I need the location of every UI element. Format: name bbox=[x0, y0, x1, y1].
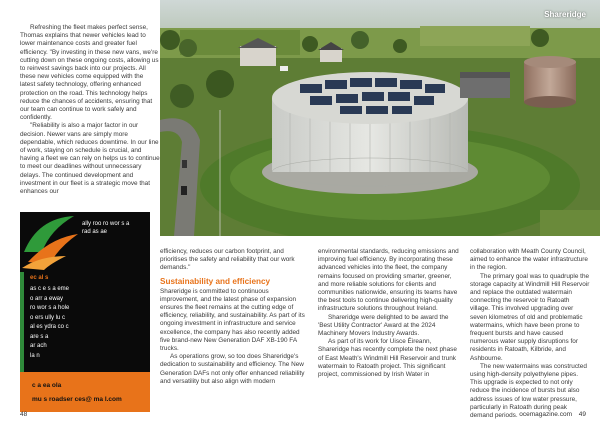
article-column-4 bbox=[470, 248, 590, 420]
article-column-3 bbox=[318, 248, 460, 379]
photo-illustration bbox=[160, 0, 600, 236]
ad-contact-bar bbox=[20, 372, 150, 412]
paragraph: environmental standards, reducing emissions and improving fuel efficiency. By incorporating these advanced vehicles into the fleet, the company remains focused on providing smarter, greener, and more reliable solutions for clients and communities nationwide, ensuring its teams have the best tools to continue delivering high-quality infrastructure solutions throughout Ireland. bbox=[318, 248, 459, 313]
ad-services-list: as c e s a eme o arr a eway ro wor s a hole o ers ully lu c al es ydra co c are s a ar ach la n bbox=[30, 286, 70, 359]
ad-phone: c a ea ola bbox=[32, 382, 62, 389]
paragraph: The new watermains was constructed using high-density polyethylene pipes. This upgrade is expected to not only reduce the incidence of bursts but also address issues of low water pressure, particularly in Ratoath during peak demand periods. bbox=[470, 362, 587, 420]
paragraph: The primary goal was to quadruple the storage capacity at Windmill Hill Reservoir and replace the outdated watermain connecting the reservoir to Ratoath village. This involved upgrading over seven kilometres of old and problematic watermains, which have been prone to frequent bursts and have caused numerous water supply disruptions for residents in Ratoath, Kilbride, and Ashbourne. bbox=[470, 272, 590, 362]
ad-tagline: ally roo ro wor s a rad as ae bbox=[82, 221, 130, 235]
paragraph: Refreshing the fleet makes perfect sense, Thomas explains that newer vehicles lead to lower maintenance costs and greater fuel efficiency. "By investing in these new vans, we're cutting down on these ongoing costs, allowing us to reinvest savings back into our projects. All these new vehicles come equipped with the latest safety technology, offering enhanced protection on the road. This technology helps reduce the chances of accidents, ensuring that our team can continue to work safely and confidently. bbox=[20, 24, 159, 122]
paragraph: "Reliability is also a major factor in our decision. Newer vans are simply more dependable, which reduces downtime. In our line of work, staying on schedule is crucial, and having a fleet we can rely on helps us to continue to meet our deadlines without unnecessary delays. The continued development and investment in our fleet is a strategic move that enhances our bbox=[20, 122, 160, 196]
page-number-right: 49 bbox=[578, 411, 586, 418]
magazine-website: ocemagazine.com bbox=[519, 411, 572, 418]
paragraph: As part of its work for Uisce Éireann, Shareridge has recently complete the next phase of East Meath's Windmill Hill Reservoir and trunk watermain to Ratoath project. This significant project, commissioned by Irish Water in bbox=[318, 338, 457, 379]
paragraph: efficiency, reduces our carbon footprint, and prioritises the safety and reliability that our work demands." bbox=[160, 248, 295, 272]
section-heading: Sustainability and efficiency bbox=[160, 276, 271, 286]
advertisement bbox=[20, 212, 150, 412]
paragraph: Shareridge is committed to continuous improvement, and the latest phase of expansion ensures the fleet remains at the cutting edge of efficiency, reliability, and sustainability. As part of its ongoing investment in infrastructure and service excellence, the company has also recently added five brand-new New Generation DAF XB-190 FA trucks. bbox=[160, 287, 305, 353]
paragraph: As operations grow, so too does Shareridge's dedication to sustainability and efficiency. The New Generation DAFs not only offer enhanced reliability and versatility but also align with modern bbox=[160, 353, 305, 385]
paragraph: Shareridge were delighted to be award the 'Best Utility Contractor' Award at the 2024 Machinery Movers Industry Awards. bbox=[318, 313, 449, 338]
article-column-2 bbox=[160, 248, 308, 386]
paragraph: collaboration with Meath County Council, aimed to enhance the water infrastructure in the region. bbox=[470, 248, 588, 272]
page-number-left: 48 bbox=[20, 411, 28, 418]
ad-accent-strip bbox=[20, 272, 24, 372]
ad-email: mu s roadser ces@ ma l.com bbox=[32, 396, 122, 403]
reservoir-aerial-photo bbox=[160, 0, 600, 236]
photo-brand-label: Shareridge bbox=[544, 10, 586, 19]
ad-heading: ec al s bbox=[30, 275, 49, 281]
left-article-column bbox=[20, 24, 160, 196]
